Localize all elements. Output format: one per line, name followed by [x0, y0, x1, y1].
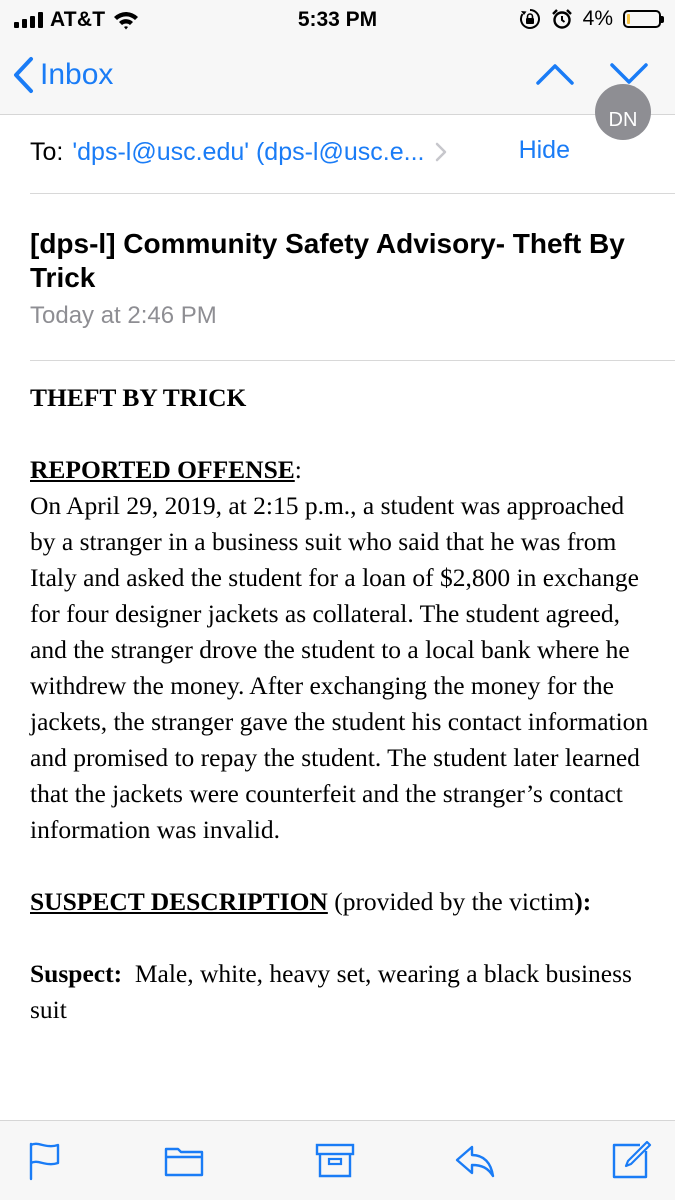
blank-line	[30, 416, 650, 452]
suspect-note: (provided by the victim	[327, 887, 575, 916]
sender-avatar[interactable]: DN	[595, 84, 651, 140]
rotation-lock-icon	[519, 8, 541, 30]
carrier-name: AT&T	[50, 8, 106, 31]
chevron-down-icon[interactable]	[609, 62, 649, 86]
suspect-heading: SUSPECT DESCRIPTION	[30, 887, 328, 916]
offense-heading: REPORTED OFFENSE	[30, 455, 295, 484]
offense-text: On April 29, 2019, at 2:15 p.m., a student was approached by a stranger in a business suit who said that he was from Italy and asked the student for a loan of $2,800 in exchange for four designer jackets as collateral. The student agreed, and the stranger drove the student to a local bank where he withdrew the money. After exchanging the money for the jackets, the stranger gave the student his contact information and promised to repay the student. The student later learned that the jackets were counterfeit and the stranger’s contact information was invalid.	[30, 491, 649, 844]
suspect-label: Suspect:	[30, 959, 123, 988]
status-bar	[0, 0, 675, 40]
chevron-up-icon[interactable]	[535, 62, 575, 86]
chevron-right-icon	[434, 141, 448, 163]
archive-icon[interactable]	[314, 1139, 356, 1181]
back-label: Inbox	[40, 58, 114, 91]
body-title: THEFT BY TRICK	[30, 383, 247, 412]
alarm-icon	[551, 8, 573, 30]
suspect-detail	[30, 956, 650, 1028]
suspect-note-end: ):	[574, 887, 592, 916]
email-date: Today at 2:46 PM	[30, 302, 217, 329]
suspect-section	[30, 884, 650, 920]
battery-percent: 4%	[582, 7, 613, 30]
recipient-address[interactable]: 'dps-l@usc.edu' (dps-l@usc.e...	[72, 137, 425, 166]
message-nav-arrows	[535, 62, 649, 86]
nav-bar	[0, 40, 675, 115]
status-time: 5:33 PM	[297, 8, 378, 31]
reply-icon[interactable]	[454, 1139, 496, 1181]
bottom-toolbar	[0, 1120, 675, 1200]
suspect-text: Male, white, heavy set, wearing a black business suit	[30, 959, 639, 1024]
offense-section	[30, 452, 650, 488]
offense-colon: :	[294, 455, 302, 484]
chevron-left-icon	[12, 56, 34, 94]
battery-icon	[623, 10, 661, 28]
status-right	[519, 7, 661, 31]
battery-level-fill	[627, 14, 630, 24]
blank-line	[30, 848, 650, 884]
compose-icon[interactable]	[610, 1139, 652, 1181]
divider	[30, 193, 675, 194]
email-subject: [dps-l] Community Safety Advisory- Theft By Trick	[30, 228, 625, 293]
divider	[30, 360, 675, 361]
to-label: To:	[30, 137, 64, 166]
hide-button[interactable]: Hide	[518, 136, 570, 164]
blank-line	[30, 920, 650, 956]
inbox-back-button[interactable]	[12, 56, 113, 94]
flag-icon[interactable]	[24, 1139, 66, 1181]
email-body	[30, 380, 650, 1028]
folder-icon[interactable]	[163, 1139, 205, 1181]
